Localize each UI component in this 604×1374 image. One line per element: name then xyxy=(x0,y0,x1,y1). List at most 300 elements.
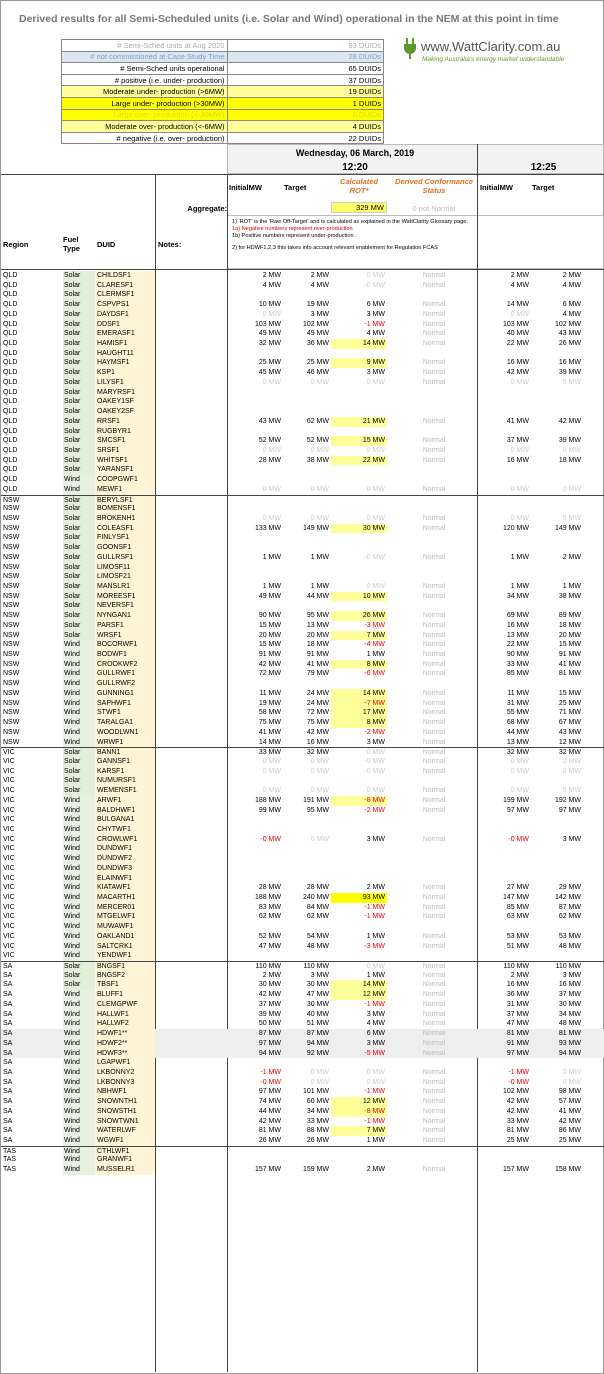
region-cell: NSW xyxy=(3,709,20,717)
fuel-type-cell: Solar xyxy=(63,329,95,339)
target-1225-cell: 81 MW xyxy=(558,670,581,678)
status-cell: Normal xyxy=(422,456,446,464)
initialmw-cell xyxy=(227,475,281,485)
target-1225-cell: 38 MW xyxy=(558,592,581,600)
fuel-type-cell: Solar xyxy=(63,553,95,563)
target-cell xyxy=(281,349,329,359)
table-row xyxy=(1,1058,604,1068)
duid-cell: LIMOSF11 xyxy=(95,563,155,573)
initialmw-cell: 72 MW xyxy=(258,670,281,678)
fuel-type-cell: Solar xyxy=(63,533,95,543)
duid-cell: WEMENSF1 xyxy=(95,786,155,796)
fuel-type-cell: Solar xyxy=(63,776,95,786)
initialmw-1225-cell: 42 MW xyxy=(506,1107,529,1115)
region-cell: SA xyxy=(3,1127,13,1135)
region-cell: QLD xyxy=(3,485,18,493)
initialmw-1225-cell: 16 MW xyxy=(506,981,529,989)
region-cell: NSW xyxy=(3,573,20,581)
region-cell: QLD xyxy=(3,272,18,279)
fuel-type-cell: Wind xyxy=(63,1019,95,1029)
table-row xyxy=(1,708,604,718)
rot-cell: 0 MW xyxy=(366,272,385,279)
rot-cell xyxy=(331,563,387,573)
region-cell: NSW xyxy=(3,641,20,649)
fuel-type-cell: Solar xyxy=(63,388,95,398)
rot-cell: 1 MW xyxy=(366,932,385,940)
initialmw-1225-cell xyxy=(479,407,529,417)
initialmw-cell xyxy=(227,533,281,543)
duid-cell: STWF1 xyxy=(95,708,155,718)
status-cell: Normal xyxy=(422,310,446,318)
region-cell: VIC xyxy=(3,942,15,950)
duid-cell: HDWF3** xyxy=(95,1049,155,1059)
region-cell: VIC xyxy=(3,932,15,940)
initialmw-1225-cell xyxy=(479,864,529,874)
duid-cell: SNOWTWN1 xyxy=(95,1117,155,1127)
fuel-type-cell: Solar xyxy=(63,446,95,456)
initialmw-1225-cell: 90 MW xyxy=(506,651,529,659)
rot-cell: 0 MW xyxy=(366,1078,385,1086)
target-1225-cell: 25 MW xyxy=(558,699,581,707)
rot-cell xyxy=(331,407,387,417)
initialmw-1225-cell: 81 MW xyxy=(506,1030,529,1038)
target-1225-cell xyxy=(531,844,581,854)
status-cell xyxy=(391,874,477,884)
table-row xyxy=(1,796,604,806)
target-cell xyxy=(281,815,329,825)
fuel-type-cell: Wind xyxy=(63,1126,95,1136)
status-cell: Normal xyxy=(422,621,446,629)
initialmw-1225-cell: 41 MW xyxy=(506,417,529,425)
target-cell: 0 MW xyxy=(310,446,329,454)
rot-cell xyxy=(331,1058,387,1068)
duid-cell: KIATAWF1 xyxy=(95,883,155,893)
table-row xyxy=(1,767,604,777)
status-cell: Normal xyxy=(422,728,446,736)
target-1225-cell: 81 MW xyxy=(558,1030,581,1038)
region-cell: SA xyxy=(3,1068,13,1076)
duid-cell: BULGANA1 xyxy=(95,815,155,825)
rot-cell: 30 MW xyxy=(331,524,387,534)
target-1225-cell: 0 MW xyxy=(562,485,581,493)
initialmw-cell: 20 MW xyxy=(258,631,281,639)
rot-cell: -1 MW xyxy=(364,1000,385,1008)
table-row xyxy=(1,980,604,990)
fuel-type-cell: Solar xyxy=(63,310,95,320)
target-1225-cell: 0 MW xyxy=(562,446,581,454)
region-cell: QLD xyxy=(3,281,18,289)
initialmw-1225-cell: 120 MW xyxy=(502,524,529,532)
target-1225-cell: 48 MW xyxy=(558,1020,581,1028)
initialmw-cell xyxy=(227,465,281,475)
table-row xyxy=(1,514,604,524)
table-row xyxy=(1,290,604,300)
duid-header: DUID xyxy=(97,240,116,249)
duid-cell: DDSF1 xyxy=(95,320,155,330)
rot-cell: 0 MW xyxy=(366,378,385,386)
target-1225-cell xyxy=(531,864,581,874)
initialmw-cell: 15 MW xyxy=(258,621,281,629)
target-1225-cell: 62 MW xyxy=(558,913,581,921)
target-1225-cell: 0 MW xyxy=(562,514,581,522)
fuel-type-cell: Wind xyxy=(63,640,95,650)
aggregate-status: 0 not Normal xyxy=(412,204,456,213)
region-cell: NSW xyxy=(3,602,20,610)
initialmw-1225-cell: 55 MW xyxy=(506,709,529,717)
initialmw-cell xyxy=(227,349,281,359)
table-row xyxy=(1,504,604,514)
initialmw-cell: 75 MW xyxy=(258,719,281,727)
fuel-type-cell: Wind xyxy=(63,1078,95,1088)
fuel-type-cell: Wind xyxy=(63,1087,95,1097)
duid-cell: PARSF1 xyxy=(95,621,155,631)
initialmw-cell: 26 MW xyxy=(258,1136,281,1144)
initialmw-cell: 0 MW xyxy=(262,310,281,318)
initialmw-1225-cell: 102 MW xyxy=(502,1088,529,1096)
duid-cell: YENDWF1 xyxy=(95,951,155,961)
initialmw-1225-cell xyxy=(479,874,529,884)
rot-cell: 1 MW xyxy=(366,651,385,659)
initialmw-1225-cell xyxy=(479,543,529,553)
aggregate-label: Aggregate: xyxy=(187,204,227,213)
initialmw-1225-cell: 33 MW xyxy=(506,660,529,668)
status-cell: Normal xyxy=(422,670,446,678)
status-cell: Normal xyxy=(422,932,446,940)
fuel-type-cell: Solar xyxy=(63,300,95,310)
region-cell: QLD xyxy=(3,378,18,386)
status-cell xyxy=(391,679,477,689)
initialmw-cell: -1 MW xyxy=(260,1068,281,1076)
target-cell: 1 MW xyxy=(310,553,329,561)
status-cell: Normal xyxy=(422,369,446,377)
fuel-type-cell: Solar xyxy=(63,368,95,378)
target-cell: 47 MW xyxy=(306,991,329,999)
table-row xyxy=(1,1049,604,1059)
duid-cell: GOONSF1 xyxy=(95,543,155,553)
initialmw-cell: 30 MW xyxy=(258,981,281,989)
region-cell: NSW xyxy=(3,728,20,736)
rot-cell: -1 MW xyxy=(364,320,385,328)
summary-label: # negative (i.e. over- production) xyxy=(62,132,228,144)
initialmw-1225-cell: -0 MW xyxy=(508,1078,529,1086)
target-1225-cell xyxy=(531,679,581,689)
duid-cell: GULLRWF2 xyxy=(95,679,155,689)
initialmw-1225-cell: 44 MW xyxy=(506,728,529,736)
initialmw-1225-cell: 110 MW xyxy=(503,963,529,971)
status-cell: Normal xyxy=(422,592,446,600)
fuel-type-cell: Wind xyxy=(63,1058,95,1068)
region-cell: NSW xyxy=(3,612,20,620)
target-1225-cell xyxy=(531,407,581,417)
footnotes xyxy=(227,215,604,269)
fuel-type-cell: Solar xyxy=(63,631,95,641)
fuel-type-cell: Solar xyxy=(63,611,95,621)
wattclarity-logo xyxy=(401,37,601,69)
table-row xyxy=(1,951,604,961)
region-cell: SA xyxy=(3,1039,13,1047)
target-1225-cell: 149 MW xyxy=(554,524,581,532)
target-cell: 42 MW xyxy=(306,728,329,736)
initialmw-1225-cell: 103 MW xyxy=(502,320,529,328)
region-cell: QLD xyxy=(3,310,18,318)
rot-cell xyxy=(331,844,387,854)
fuel-type-cell: Wind xyxy=(63,669,95,679)
region-cell: NSW xyxy=(3,719,20,727)
summary-value: 37 DUIDs xyxy=(227,74,383,86)
rot-cell: 3 MW xyxy=(366,369,385,377)
rot-cell xyxy=(331,815,387,825)
region-cell: SA xyxy=(3,1059,13,1067)
rot-cell xyxy=(331,533,387,543)
table-row xyxy=(1,922,604,932)
target-1225-cell: 142 MW xyxy=(554,894,581,901)
region-cell: NSW xyxy=(3,670,20,678)
target-1225-cell: 4 MW xyxy=(562,310,581,318)
duid-cell: SNOWNTH1 xyxy=(95,1097,155,1107)
target-1225-cell: 15 MW xyxy=(558,689,581,697)
status-cell: Normal xyxy=(422,884,446,892)
rot-cell xyxy=(331,504,387,514)
fuel-type-cell: Wind xyxy=(63,1155,95,1165)
region-cell: VIC xyxy=(3,923,15,931)
fuel-type-cell: Wind xyxy=(63,932,95,942)
target-cell: 0 MW xyxy=(310,378,329,386)
duid-cell: SAPHWF1 xyxy=(95,699,155,709)
table-row xyxy=(1,806,604,816)
fuel-type-cell: Solar xyxy=(63,436,95,446)
status-cell: Normal xyxy=(422,796,446,804)
table-row xyxy=(1,874,604,884)
initialmw-1225-cell: 25 MW xyxy=(506,1136,529,1144)
initialmw-1225-cell: 0 MW xyxy=(510,514,529,522)
target-1225-cell: 71 MW xyxy=(558,709,581,717)
table-row xyxy=(1,553,604,563)
target-cell: 62 MW xyxy=(306,913,329,921)
table-row xyxy=(1,281,604,291)
initialmw-cell: 41 MW xyxy=(258,728,281,736)
initialmw-1225-cell: 13 MW xyxy=(506,631,529,639)
rot-cell xyxy=(331,601,387,611)
rot-cell: 8 MW xyxy=(331,660,387,670)
table-row xyxy=(1,844,604,854)
fuel-type-cell: Wind xyxy=(63,854,95,864)
summary-value: 0 DUIDs xyxy=(227,109,383,121)
status-cell xyxy=(391,407,477,417)
initialmw-cell xyxy=(227,427,281,437)
rot-cell: 3 MW xyxy=(366,1039,385,1047)
status-cell: Normal xyxy=(422,320,446,328)
table-row xyxy=(1,660,604,670)
target-cell xyxy=(281,922,329,932)
initialmw-cell: 62 MW xyxy=(258,913,281,921)
aggregate-value: 329 MW xyxy=(331,202,387,213)
duid-cell: BODWF1 xyxy=(95,650,155,660)
rot-cell xyxy=(331,951,387,961)
status-cell: Normal xyxy=(422,651,446,659)
initialmw-cell: 49 MW xyxy=(258,330,281,338)
initialmw-1225-cell xyxy=(479,533,529,543)
duid-cell: LKBONNY3 xyxy=(95,1078,155,1088)
status-cell xyxy=(391,601,477,611)
rot-cell: 12 MW xyxy=(331,1097,387,1107)
region-cell: QLD xyxy=(3,388,18,396)
table-row xyxy=(1,572,604,582)
initialmw-1225-cell: 31 MW xyxy=(506,699,529,707)
status-cell: Normal xyxy=(422,981,446,989)
initialmw-1225-cell xyxy=(479,475,529,485)
target-1225-cell: 0 MW xyxy=(562,787,581,795)
target-1225-cell: 86 MW xyxy=(558,1127,581,1135)
fuel-type-cell: Solar xyxy=(63,397,95,407)
duid-cell: LILYSF1 xyxy=(95,378,155,388)
duid-cell: OAKLAND1 xyxy=(95,932,155,942)
table-row xyxy=(1,1039,604,1049)
table-row xyxy=(1,1155,604,1165)
region-cell: QLD xyxy=(3,427,18,435)
target-1225-cell: 42 MW xyxy=(558,417,581,425)
region-cell: VIC xyxy=(3,903,15,911)
table-row xyxy=(1,942,604,952)
summary-row xyxy=(62,86,384,98)
initialmw-1225-cell xyxy=(479,388,529,398)
table-row xyxy=(1,786,604,796)
initialmw-1225-cell: 27 MW xyxy=(506,884,529,892)
note-1b: 1b) Positive numbers represent under-production . xyxy=(232,233,357,240)
initialmw-cell xyxy=(227,679,281,689)
target-cell: 95 MW xyxy=(306,806,329,814)
initialmw-cell xyxy=(227,543,281,553)
initialmw-1225-cell: 63 MW xyxy=(506,913,529,921)
status-cell: Normal xyxy=(422,301,446,309)
region-cell: SA xyxy=(3,1000,13,1008)
fuel-type-cell: Wind xyxy=(63,1107,95,1117)
duid-cell: CSPVPS1 xyxy=(95,300,155,310)
target-cell: 30 MW xyxy=(306,1000,329,1008)
initialmw-cell: 4 MW xyxy=(262,281,281,289)
page-title: Derived results for all Semi-Scheduled units (i.e. Solar and Wind) operational in the NEM at this point in time xyxy=(19,13,559,25)
rot-cell: 12 MW xyxy=(331,990,387,1000)
target-1225-cell xyxy=(531,1155,581,1165)
initialmw-1225-cell xyxy=(479,601,529,611)
initialmw-1225-cell: 0 MW xyxy=(510,787,529,795)
rot-cell: 4 MW xyxy=(366,1020,385,1028)
region-cell: QLD xyxy=(3,291,18,299)
divider xyxy=(1,174,604,175)
status-cell: Normal xyxy=(422,963,446,971)
initialmw-1225-cell: 31 MW xyxy=(506,1000,529,1008)
note-1: 1) 'ROT' is the 'Raw Off-Target' and is calculated as explained in the WattClarity Glossary page. xyxy=(232,219,468,225)
initialmw-1225-cell: 22 MW xyxy=(506,340,529,348)
initialmw-cell: 11 MW xyxy=(259,689,281,697)
fuel-type-cell: Solar xyxy=(63,465,95,475)
initialmw-cell: 0 MW xyxy=(262,514,281,522)
target-1225-cell xyxy=(531,349,581,359)
rot-cell: -0 MW xyxy=(364,749,385,757)
summary-row xyxy=(62,63,384,75)
duid-cell: LGAPWF1 xyxy=(95,1058,155,1068)
fuel-type-cell: Solar xyxy=(63,456,95,466)
rot-cell: -8 MW xyxy=(331,1107,387,1117)
initialmw-1225-cell: 91 MW xyxy=(506,1039,529,1047)
rot-cell: -0 MW xyxy=(364,281,385,289)
rot-cell xyxy=(331,679,387,689)
fuel-type-cell: Solar xyxy=(63,767,95,777)
target-cell: 60 MW xyxy=(306,1098,329,1106)
table-row xyxy=(1,417,604,427)
table-row xyxy=(1,971,604,981)
initialmw-cell: 52 MW xyxy=(258,932,281,940)
table-row xyxy=(1,320,604,330)
region-cell: QLD xyxy=(3,466,18,474)
target-1225-cell: 42 MW xyxy=(558,1117,581,1125)
target-1225-cell: 57 MW xyxy=(558,1098,581,1106)
fuel-type-cell: Wind xyxy=(63,1000,95,1010)
target-cell xyxy=(281,1155,329,1165)
region-cell: NSW xyxy=(3,496,20,504)
rot-cell: -3 MW xyxy=(364,942,385,950)
initialmw-cell: 74 MW xyxy=(258,1098,281,1106)
status-cell: Normal xyxy=(422,719,446,727)
rot-cell xyxy=(331,825,387,835)
initialmw-cell: 87 MW xyxy=(258,1030,281,1038)
fuel-line2: Type xyxy=(63,244,80,253)
target-cell: 88 MW xyxy=(306,1127,329,1135)
table-row xyxy=(1,815,604,825)
fuel-type-cell: Solar xyxy=(63,349,95,359)
initialmw-cell: 0 MW xyxy=(262,757,281,765)
initialmw-cell: 133 MW xyxy=(254,524,281,532)
region-cell: SA xyxy=(3,981,13,989)
rot-cell: 22 MW xyxy=(331,456,387,466)
target-1225-cell: 97 MW xyxy=(558,806,581,814)
fuel-type-cell: Solar xyxy=(63,320,95,330)
target-cell: 28 MW xyxy=(306,884,329,892)
fuel-type-cell: Wind xyxy=(63,883,95,893)
rot-cell: 2 MW xyxy=(366,1166,385,1174)
summary-value: 19 DUIDs xyxy=(227,86,383,98)
target-1225-cell: 0 MW xyxy=(562,767,581,775)
rot-cell: 0 MW xyxy=(366,787,385,795)
rot-cell: 7 MW xyxy=(331,1126,387,1136)
duid-cell: HALLWF2 xyxy=(95,1019,155,1029)
rot-cell: 10 MW xyxy=(331,592,387,602)
table-row xyxy=(1,728,604,738)
target-1225-cell: 2 MW xyxy=(562,553,581,561)
plug-icon xyxy=(401,37,419,59)
rot-cell: 4 MW xyxy=(366,330,385,338)
initialmw-1225-cell: 2 MW xyxy=(510,971,529,979)
rot-cell: 21 MW xyxy=(331,417,387,427)
initialmw-cell: 33 MW xyxy=(258,749,281,757)
initialmw2-header: InitialMW xyxy=(480,183,513,192)
initialmw-cell: 32 MW xyxy=(258,340,281,348)
duid-cell: HAMISF1 xyxy=(95,339,155,349)
fuel-type-cell: Wind xyxy=(63,922,95,932)
table-row xyxy=(1,903,604,913)
table-row xyxy=(1,397,604,407)
fuel-type-cell: Wind xyxy=(63,1147,95,1157)
rot-cell xyxy=(331,475,387,485)
duid-cell: MARYRSF1 xyxy=(95,388,155,398)
status-cell: Normal xyxy=(422,417,446,425)
rot-cell xyxy=(331,776,387,786)
summary-label: Large over- production (<-30MW) xyxy=(62,109,228,121)
rot-cell: 6 MW xyxy=(366,301,385,309)
region-cell: VIC xyxy=(3,787,15,795)
summary-row xyxy=(62,109,384,121)
target-cell xyxy=(281,407,329,417)
duid-cell: LIMOSF21 xyxy=(95,572,155,582)
